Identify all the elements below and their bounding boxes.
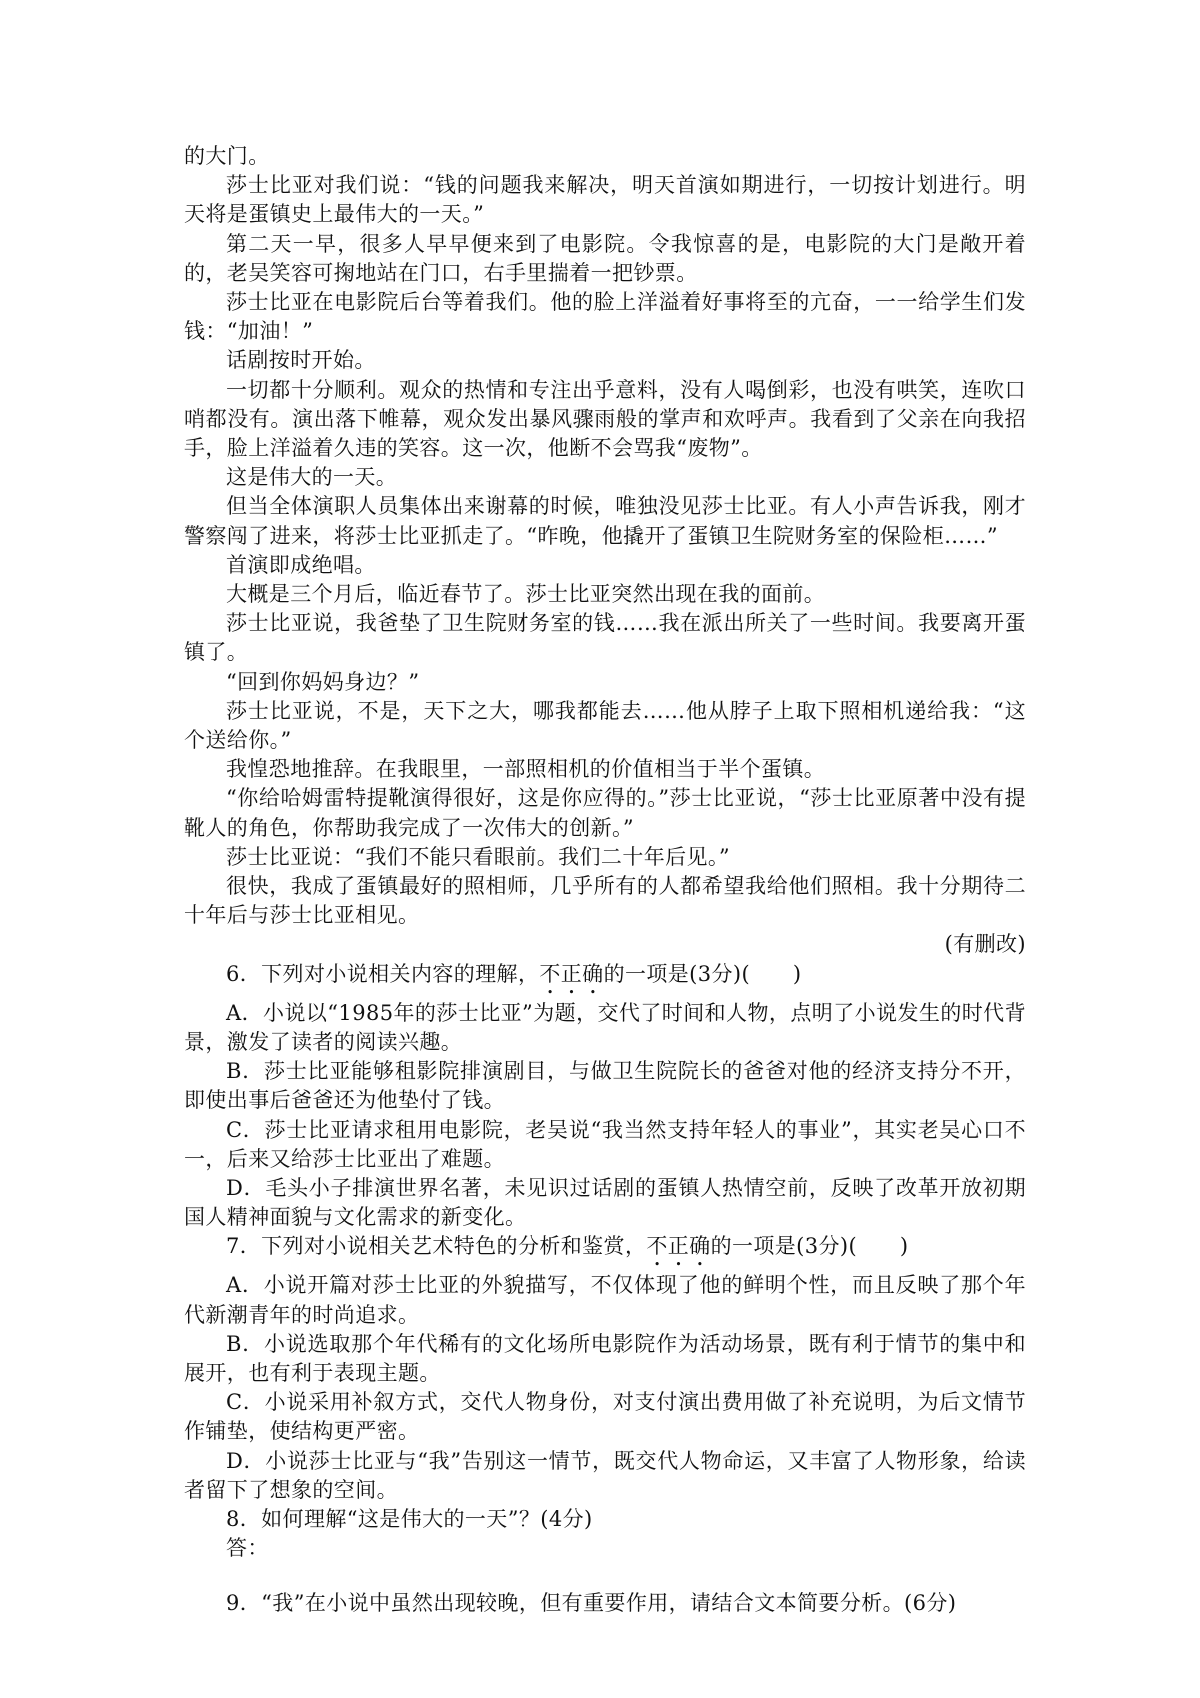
document-page (184, 142, 1026, 1619)
story-paragraph: 莎士比亚说，我爸垫了卫生院财务室的钱……我在派出所关了一些时间。我要离开蛋镇了。 (184, 611, 1026, 665)
story-paragraph: 但当全体演职人员集体出来谢幕的时候，唯独没见莎士比亚。有人小声告诉我，刚才警察闯了进来，将莎士比亚抓走了。“昨晚，他撬开了蛋镇卫生院财务室的保险柜……” (184, 494, 1026, 548)
question-6 (184, 960, 1026, 999)
story-paragraph: 首演即成绝唱。 (226, 552, 376, 577)
story-paragraph: 大概是三个月后，临近春节了。莎士比亚突然出现在我的面前。 (226, 582, 826, 607)
story-paragraph: 这是伟大的一天。 (226, 465, 398, 490)
question-7-suffix: 的一项是(3分)( ) (710, 1234, 909, 1259)
question-7-option-d: D．小说莎士比亚与“我”告别这一情节，既交代人物命运，又丰富了人物形象，给读者留下了想象的空间。 (184, 1448, 1026, 1502)
question-7 (184, 1232, 1026, 1271)
question-6-suffix: 的一项是(3分)( ) (603, 961, 802, 986)
story-paragraph: “你给哈姆雷特提靴演得很好，这是你应得的。”莎士比亚说，“莎士比亚原著中没有提靴人的角色，你帮助我完成了一次伟大的创新。” (184, 786, 1026, 840)
question-8: 8．如何理解“这是伟大的一天”？(4分) (226, 1506, 593, 1531)
question-7-emphasis: 不正确 (646, 1234, 711, 1259)
answer-space (184, 1563, 1026, 1589)
story-paragraph: 莎士比亚在电影院后台等着我们。他的脸上洋溢着好事将至的亢奋，一一给学生们发钱：“加油！” (184, 290, 1026, 344)
source-note: (有删改) (944, 932, 1026, 957)
story-paragraph: 莎士比亚说，不是，天下之大，哪我都能去……他从脖子上取下照相机递给我：“这个送给你。” (184, 698, 1026, 753)
story-paragraph: 一切都十分顺利。观众的热情和专注出乎意料，没有人喝倒彩，也没有哄笑，连吹口哨都没有。演出落下帷幕，观众发出暴风骤雨般的掌声和欢呼声。我看到了父亲在向我招手，脸上洋溢着久违的笑容。这一次，他断不会骂我“废物”。 (184, 377, 1026, 461)
question-7-option-b: B．小说选取那个年代稀有的文化场所电影院作为活动场景，既有利于情节的集中和展开，也有利于表现主题。 (184, 1331, 1026, 1385)
question-6-option-b: B．莎士比亚能够租影院排演剧目，与做卫生院院长的爸爸对他的经济支持分不开，即使出事后爸爸还为他垫付了钱。 (184, 1059, 1026, 1113)
question-7-prefix: 7．下列对小说相关艺术特色的分析和鉴赏， (226, 1234, 647, 1259)
question-9: 9．“我”在小说中虽然出现较晚，但有重要作用，请结合文本简要分析。(6分) (226, 1591, 957, 1616)
question-6-emphasis: 不正确 (539, 961, 604, 986)
story-paragraph: 的大门。 (184, 144, 270, 168)
question-6-option-d: D．毛头小子排演世界名著，未见识过话剧的蛋镇人热情空前，反映了改革开放初期国人精神面貌与文化需求的新变化。 (184, 1175, 1026, 1230)
story-paragraph: 很快，我成了蛋镇最好的照相师，几乎所有的人都希望我给他们照相。我十分期待二十年后与莎士比亚相见。 (184, 874, 1026, 928)
question-7-option-c: C．小说采用补叙方式，交代人物身份，对支付演出费用做了补充说明，为后文情节作铺垫，使结构更严密。 (184, 1390, 1026, 1444)
story-paragraph: 我惶恐地推辞。在我眼里，一部照相机的价值相当于半个蛋镇。 (226, 757, 826, 782)
story-paragraph: 莎士比亚对我们说：“钱的问题我来解决，明天首演如期进行，一切按计划进行。明天将是蛋镇史上最伟大的一天。” (184, 173, 1026, 227)
story-paragraph: 话剧按时开始。 (226, 348, 376, 373)
question-6-option-a: A．小说以“1985年的莎士比亚”为题，交代了时间和人物，点明了小说发生的时代背景，激发了读者的阅读兴趣。 (184, 1000, 1026, 1054)
question-6-option-c: C．莎士比亚请求租用电影院，老吴说“我当然支持年轻人的事业”，其实老吴心口不一，后来又给莎士比亚出了难题。 (184, 1117, 1026, 1171)
question-6-prefix: 6．下列对小说相关内容的理解， (226, 961, 540, 986)
story-paragraph: 莎士比亚说：“我们不能只看眼前。我们二十年后见。” (226, 844, 730, 869)
question-7-option-a: A．小说开篇对莎士比亚的外貌描写，不仅体现了他的鲜明个性，而且反映了那个年代新潮青年的时尚追求。 (184, 1273, 1026, 1327)
question-8-answer-label: 答： (226, 1536, 269, 1561)
story-paragraph: 第二天一早，很多人早早便来到了电影院。令我惊喜的是，电影院的大门是敞开着的，老吴笑容可掬地站在门口，右手里揣着一把钞票。 (184, 231, 1026, 285)
story-paragraph: “回到你妈妈身边？” (226, 669, 420, 694)
